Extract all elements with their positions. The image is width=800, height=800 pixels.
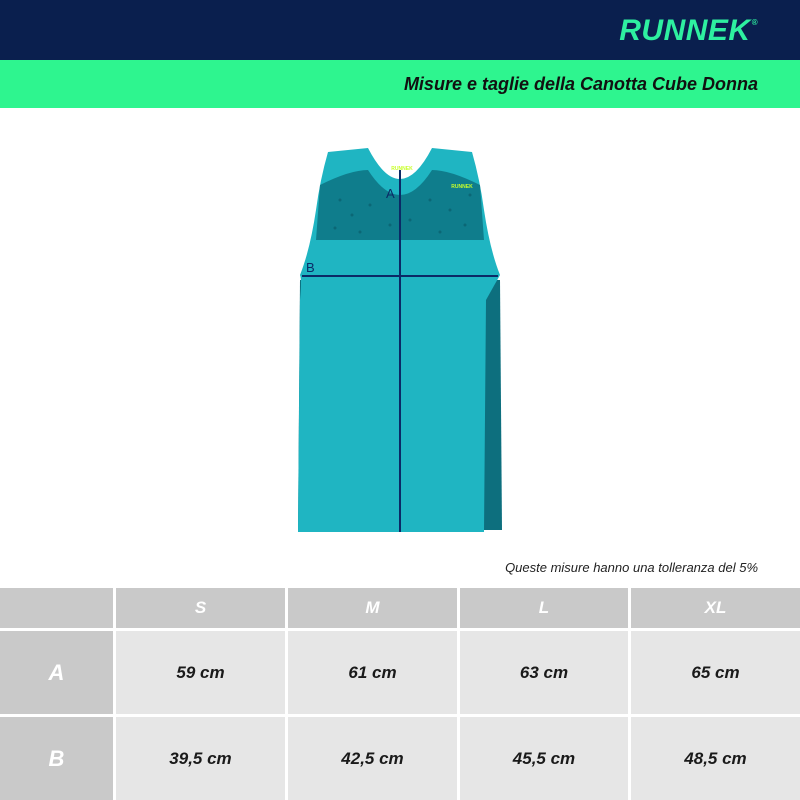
table-cell: 63 cm [460, 631, 628, 714]
table-cell: 42,5 cm [288, 717, 457, 800]
table-header-size: M [288, 588, 457, 628]
table-cell: 48,5 cm [631, 717, 800, 800]
table-row-label: A [0, 631, 113, 714]
tank-logo-front: RUNNEK [391, 166, 413, 172]
table-cell: 65 cm [631, 631, 800, 714]
brand-registered-mark: ® [751, 18, 758, 27]
table-cell: 45,5 cm [460, 717, 628, 800]
table-cell: 39,5 cm [116, 717, 285, 800]
size-table [0, 588, 800, 800]
table-cell: 61 cm [288, 631, 457, 714]
tank-top-illustration [280, 140, 520, 540]
measure-label-a: A [386, 186, 395, 201]
page-title: Misure e taglie della Canotta Cube Donna [403, 74, 758, 94]
table-header-size: XL [631, 588, 800, 628]
tank-logo-side: RUNNEK [451, 184, 473, 190]
brand-name: RUNNEK [619, 14, 751, 47]
brand-logo [619, 14, 758, 48]
measure-label-b: B [306, 260, 315, 275]
table-header-corner [0, 588, 113, 628]
table-header-size: L [460, 588, 628, 628]
tolerance-note: Queste misure hanno una tolleranza del 5% [505, 560, 758, 575]
table-header-size: S [116, 588, 285, 628]
table-cell: 59 cm [116, 631, 285, 714]
table-row-label: B [0, 717, 113, 800]
